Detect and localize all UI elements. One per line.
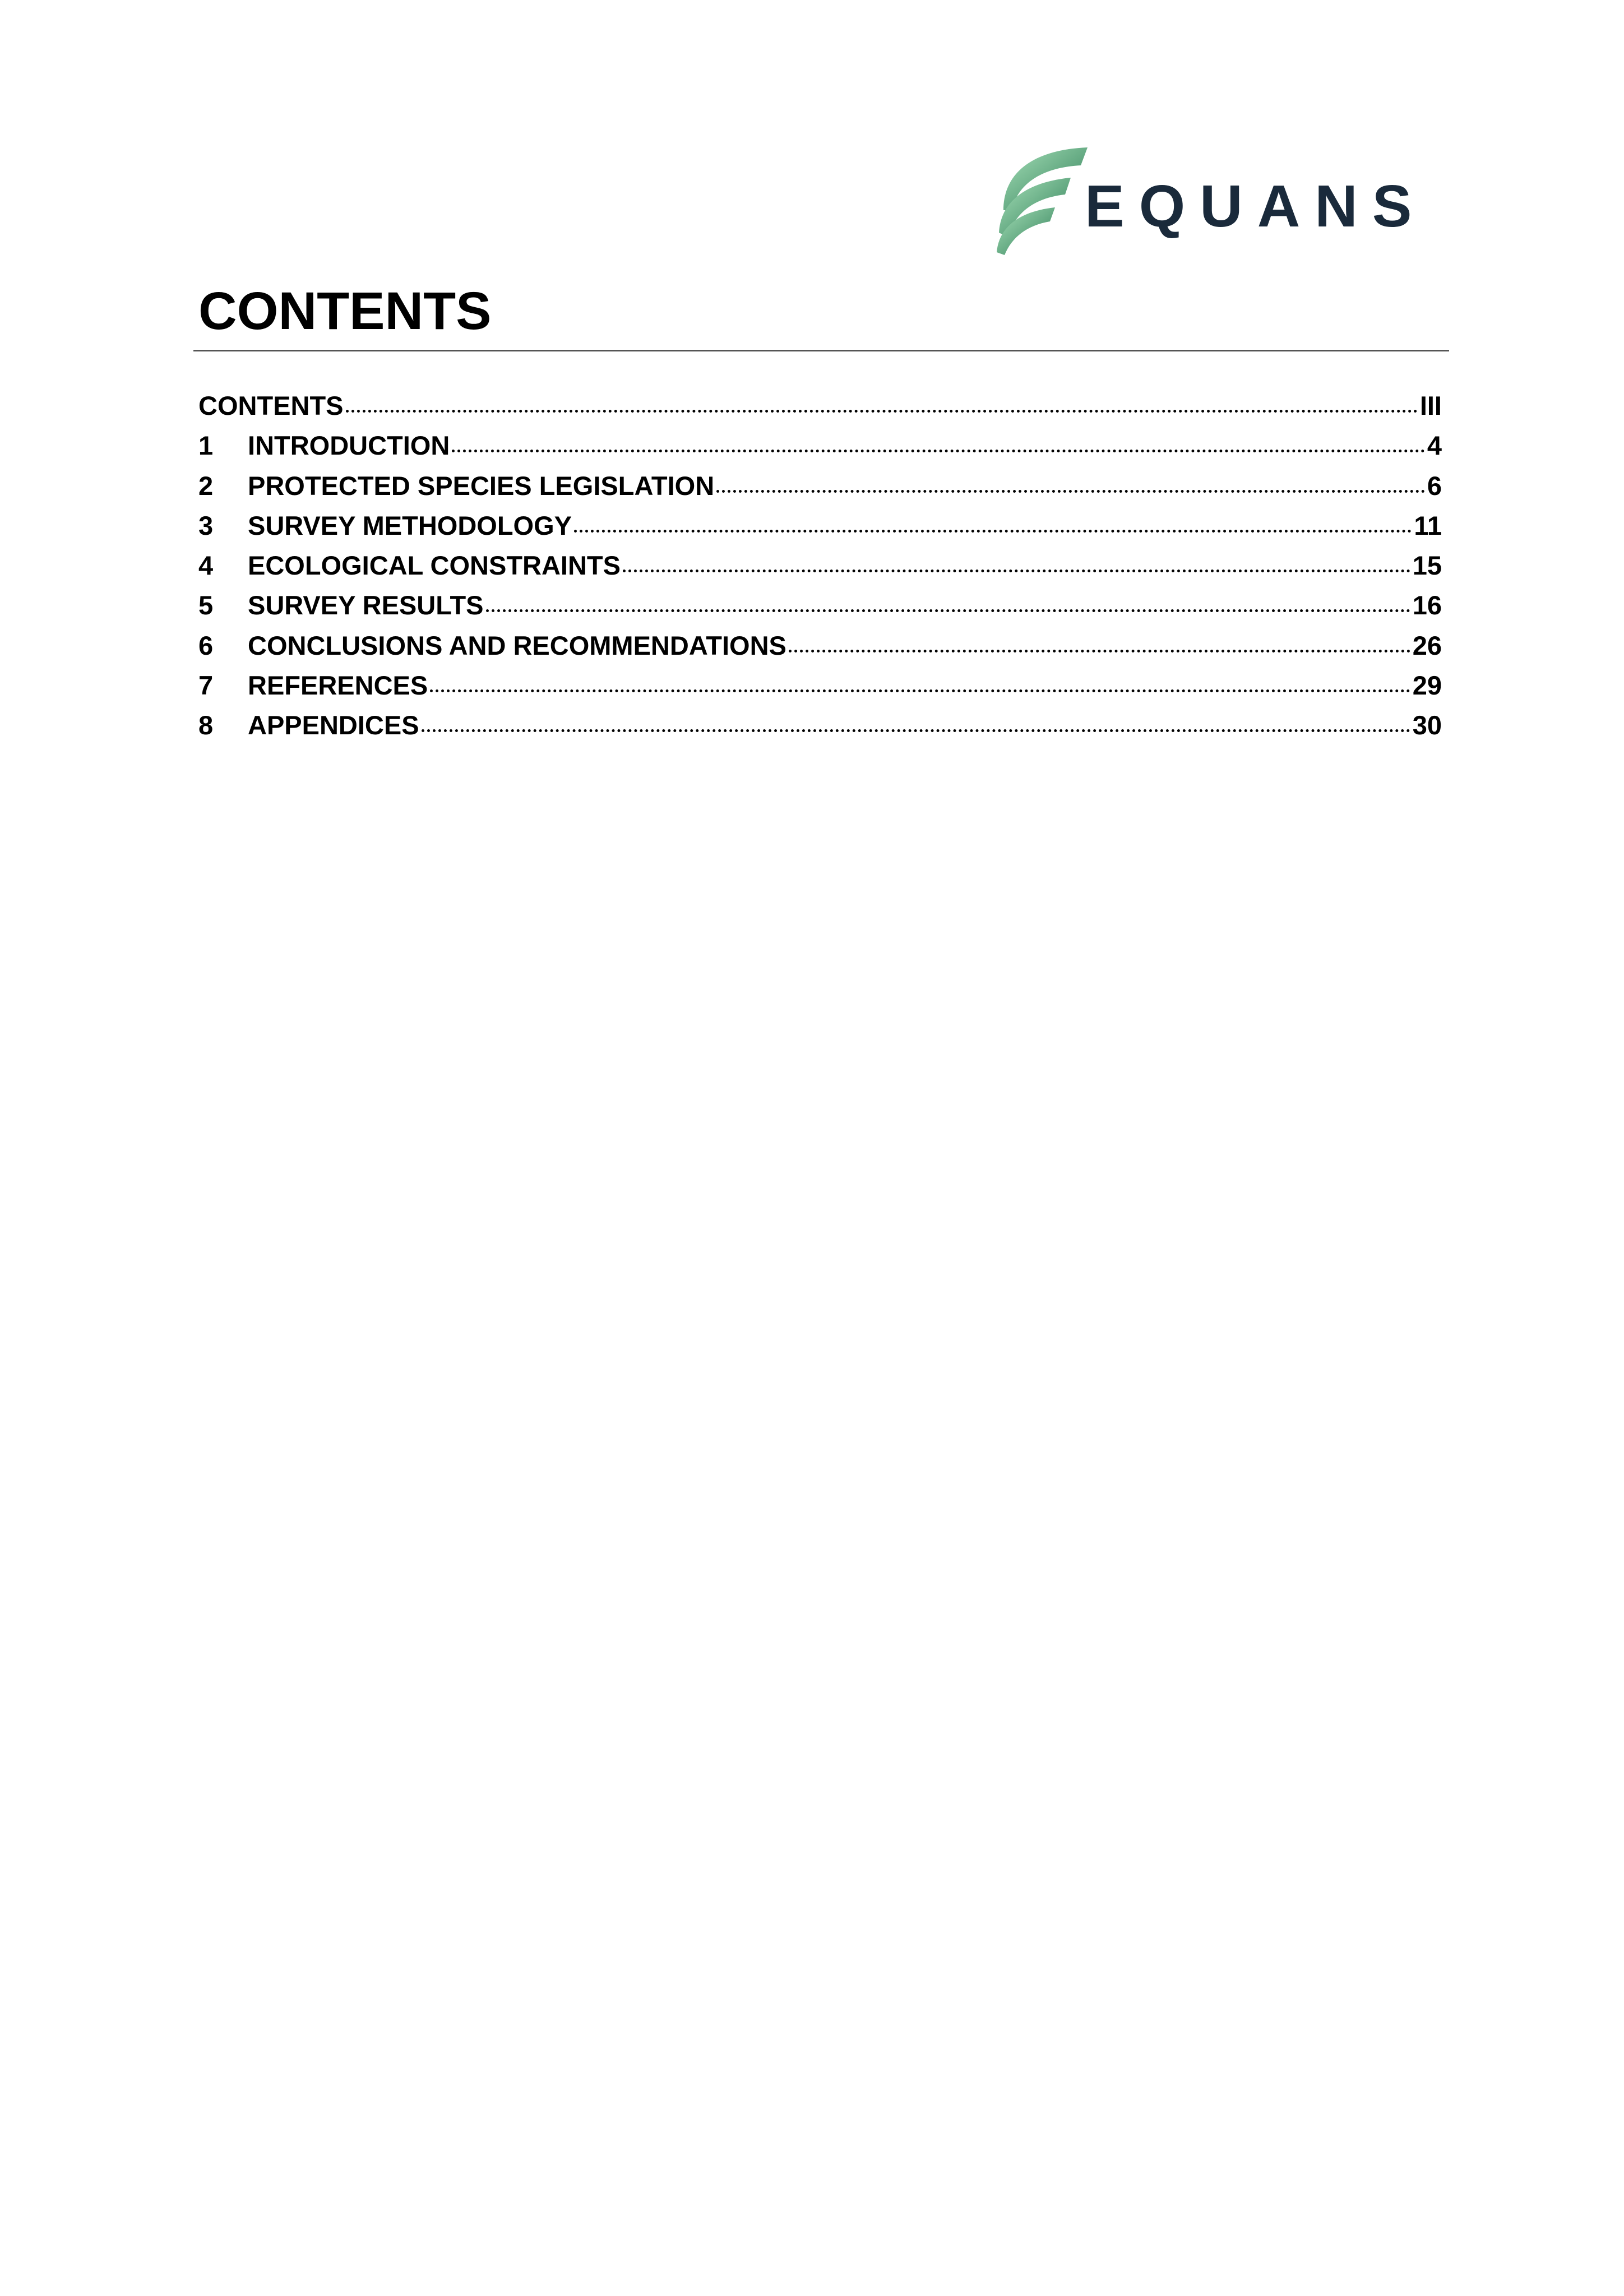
toc-entry-title: SURVEY METHODOLOGY [248,510,572,540]
toc-dot-leader [346,410,1418,413]
toc-entry-title: CONCLUSIONS AND RECOMMENDATIONS [248,630,786,660]
toc-entry-page: 16 [1412,590,1442,621]
toc-dot-leader [452,450,1425,452]
toc-entry-page: III [1419,391,1442,420]
toc-entry-title: CONTENTS [198,391,344,420]
toc-dot-leader [574,530,1412,533]
toc-entry-number: 5 [198,590,214,621]
toc-entry-survey-results[interactable] [198,592,1442,632]
toc-entry-number: 7 [198,670,214,701]
toc-entry-page: 26 [1412,630,1442,660]
toc-dot-leader [486,609,1410,612]
toc-entry-page: 11 [1414,510,1442,540]
toc-dot-leader [623,570,1410,572]
toc-entry-title: REFERENCES [248,670,428,701]
toc-entry-introduction[interactable] [198,432,1442,472]
toc-entry-page: 6 [1427,470,1442,501]
page-title: CONTENTS [198,281,492,341]
toc-entry-contents[interactable] [198,392,1442,432]
toc-entry-page: 29 [1412,670,1442,701]
toc-dot-leader [716,490,1425,493]
toc-entry-number: 1 [198,430,214,461]
toc-entry-ecological-constraints[interactable] [198,552,1442,592]
toc-entry-number: 4 [198,550,214,581]
toc-entry-page: 15 [1412,550,1442,581]
toc-dot-leader [430,689,1410,692]
title-divider [193,350,1449,351]
toc-entry-appendices[interactable] [198,712,1442,752]
toc-entry-number: 8 [198,710,214,740]
toc-entry-title: SURVEY RESULTS [248,590,484,621]
toc-entry-title: PROTECTED SPECIES LEGISLATION [248,470,715,501]
toc-entry-conclusions-and-recommendations[interactable] [198,632,1442,672]
toc-entry-number: 6 [198,630,214,660]
toc-entry-title: INTRODUCTION [248,430,450,461]
toc-entry-survey-methodology[interactable] [198,512,1442,552]
toc-dot-leader [789,650,1410,652]
table-of-contents [198,392,1442,752]
logo-wordmark: EQUANS [1085,173,1427,239]
toc-entry-protected-species-legislation[interactable] [198,470,1442,512]
toc-entry-page: 4 [1427,430,1442,461]
toc-dot-leader [422,729,1410,732]
toc-entry-references[interactable] [198,672,1442,712]
equans-swoosh-icon [987,143,1088,255]
toc-entry-number: 3 [198,510,214,540]
toc-entry-number: 2 [198,470,214,501]
toc-entry-title: APPENDICES [248,710,419,740]
toc-entry-page: 30 [1412,710,1442,740]
equans-logo [987,143,1427,255]
toc-entry-title: ECOLOGICAL CONSTRAINTS [248,550,621,581]
